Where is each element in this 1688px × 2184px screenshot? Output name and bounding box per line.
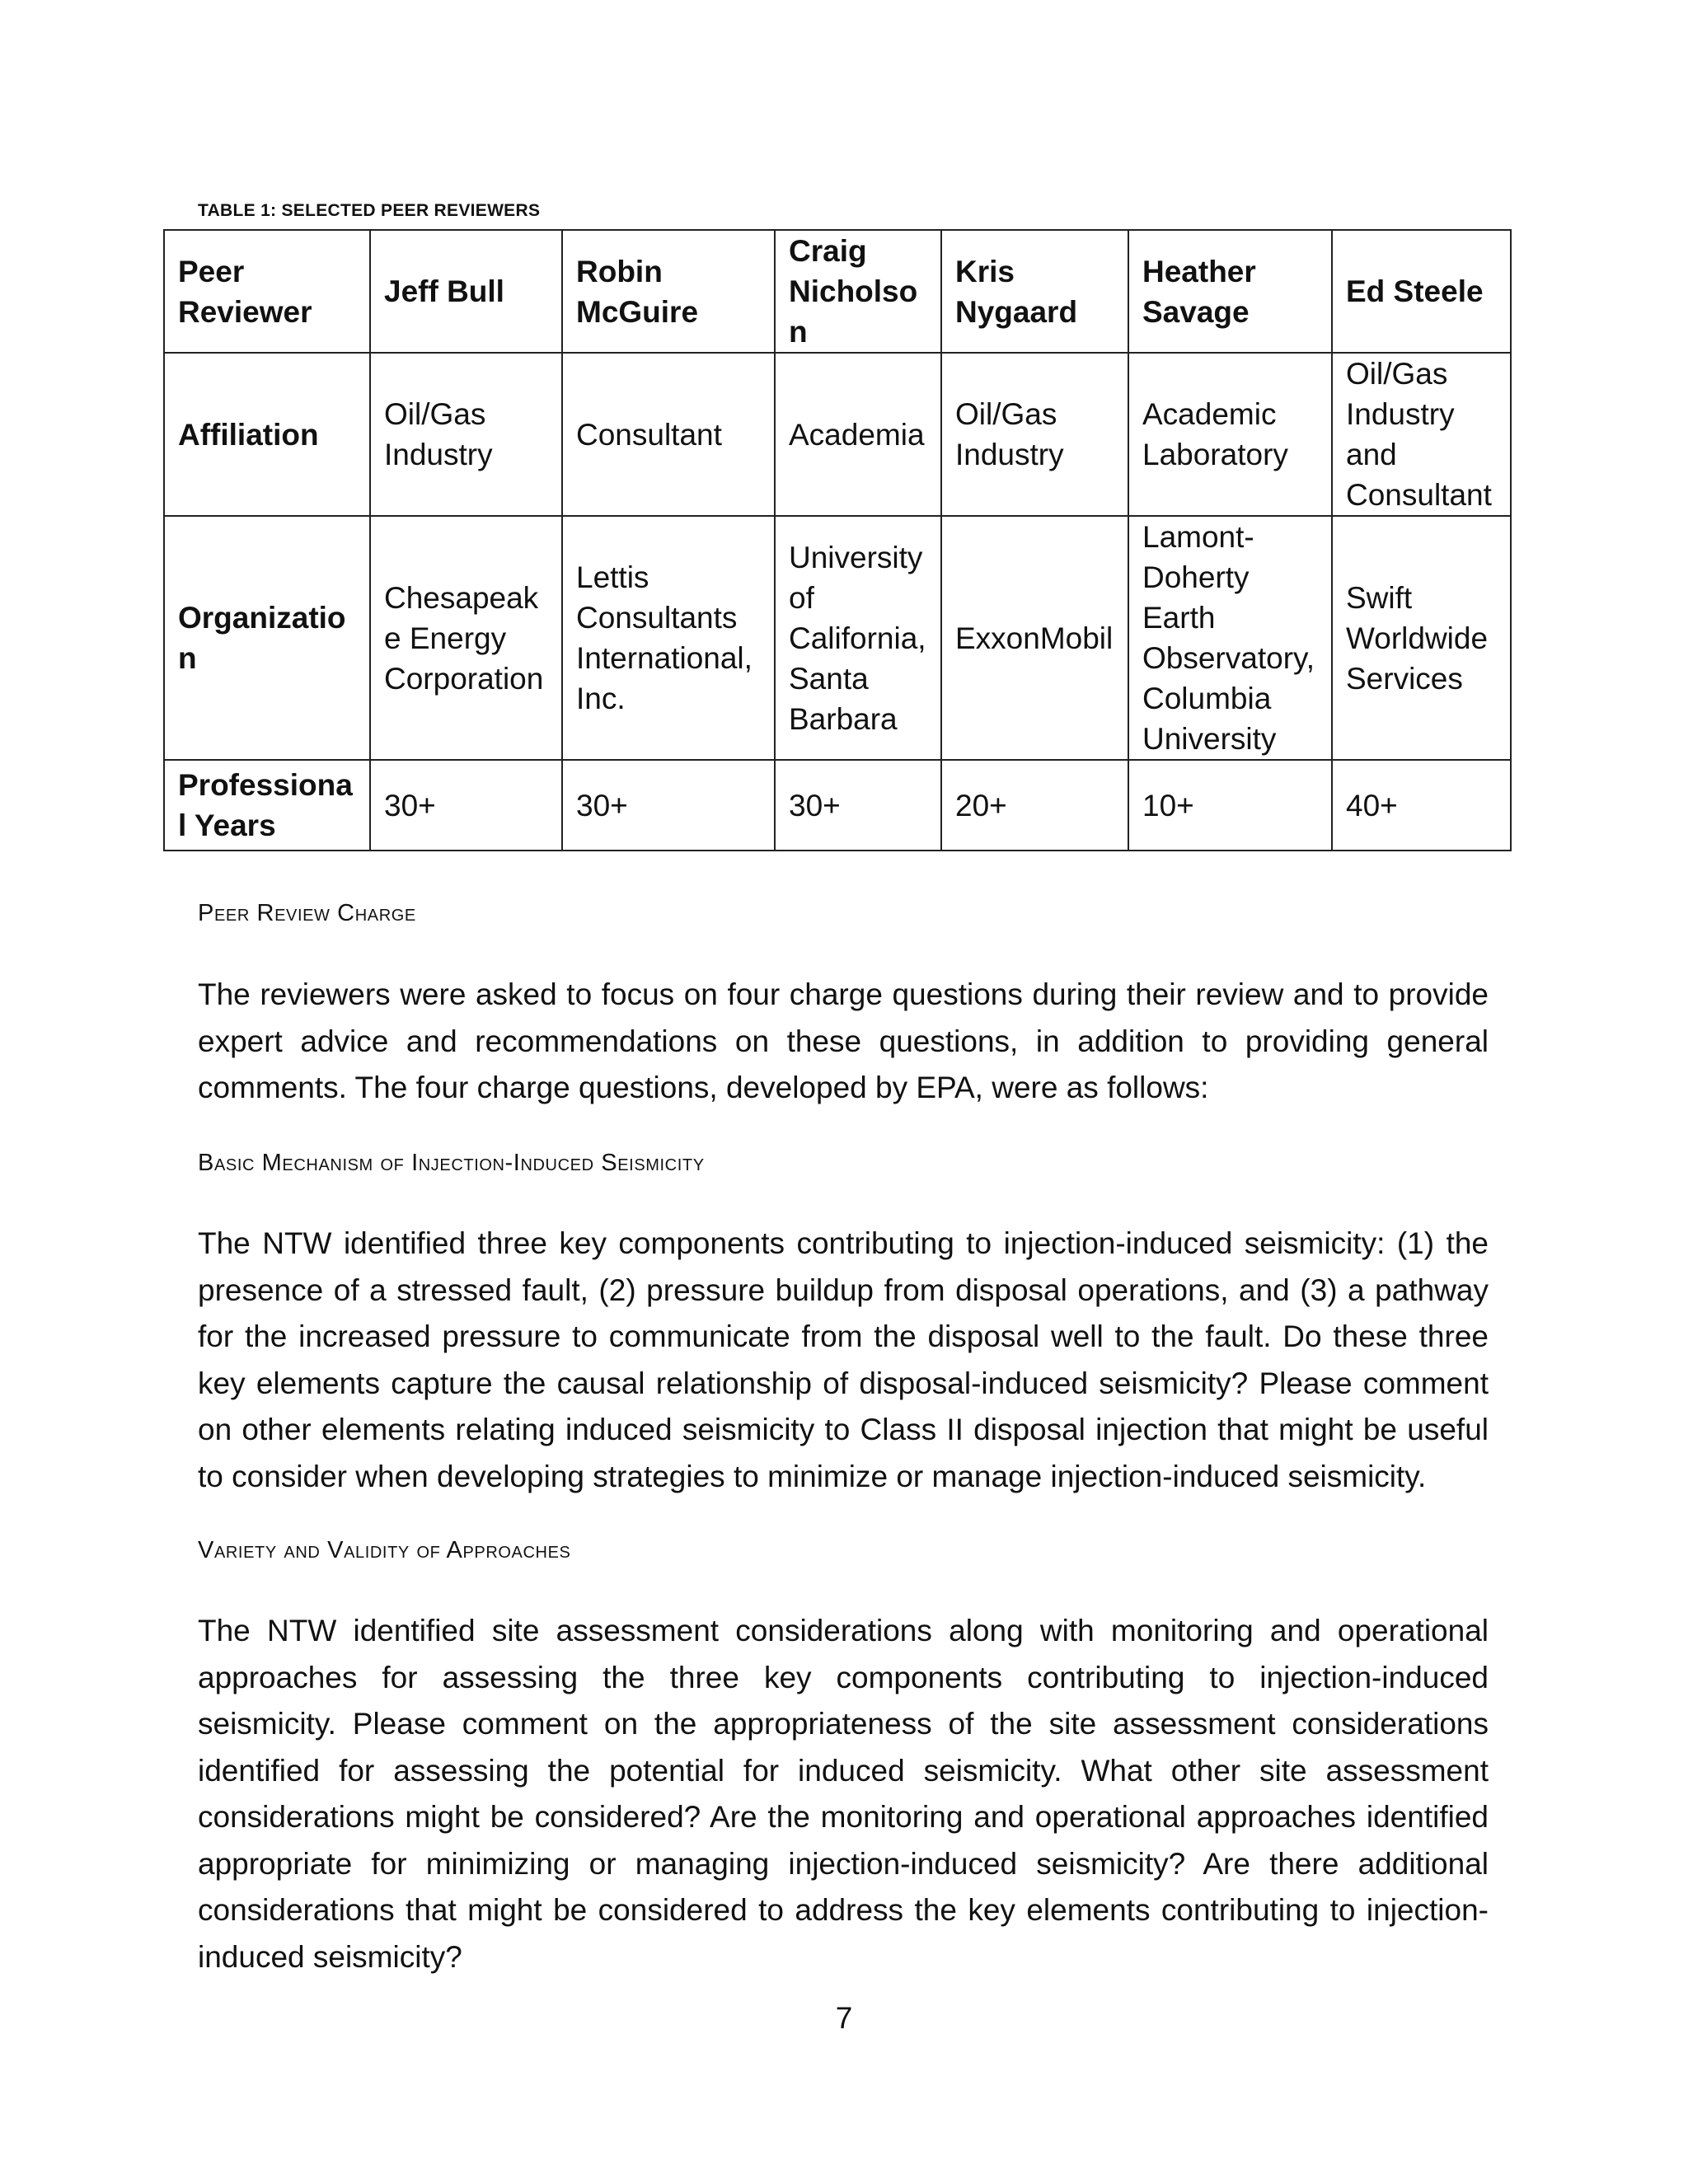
table-cell: Oil/Gas Industry — [941, 353, 1128, 516]
row-label: Peer Reviewer — [164, 230, 370, 353]
table-row-professional-years — [164, 760, 1511, 851]
table-caption: TABLE 1: SELECTED PEER REVIEWERS — [198, 201, 541, 220]
paragraph-charge: The reviewers were asked to focus on four charge questions during their review and to provide expert advice and recommendations on these questions, in addition to providing general comments. The four charge questions, developed by EPA, were as follows: — [198, 977, 1489, 1104]
table-cell: Academic Laboratory — [1128, 353, 1332, 516]
table-cell: 40+ — [1332, 760, 1511, 851]
table-cell: 30+ — [370, 760, 562, 851]
table-cell: Lamont-Doherty Earth Observatory, Columbia University — [1128, 516, 1332, 760]
table-cell: 20+ — [941, 760, 1128, 851]
table-cell: 10+ — [1128, 760, 1332, 851]
paragraph-mechanism: The NTW identified three key components contributing to injection-induced seismicity: (1) the presence of a stressed fault, (2) pressure buildup from disposal operations, and (3) a pathway for the increased pressure to communicate from the disposal well to the fault. Do these three key elements capture the causal relationship of disposal-induced seismicity? Please comment on other elements relating induced seismicity to Class II disposal injection that might be useful to consider when developing strategies to minimize or manage injection-induced seismicity. — [198, 1226, 1489, 1493]
table-cell: 30+ — [775, 760, 941, 851]
row-label: Affiliation — [164, 353, 370, 516]
peer-reviewers-table — [163, 229, 1512, 851]
table-cell: University of California, Santa Barbara — [775, 516, 941, 760]
table-cell: 30+ — [562, 760, 775, 851]
table-cell: ExxonMobil — [941, 516, 1128, 760]
table-row-organization — [164, 516, 1511, 760]
reviewer-name: Robin McGuire — [562, 230, 775, 353]
section-heading-variety-validity: Variety and Validity of Approaches — [198, 1537, 571, 1563]
table-row-affiliation — [164, 353, 1511, 516]
page-number: 7 — [835, 2001, 853, 2035]
reviewer-name: Jeff Bull — [370, 230, 562, 353]
section-heading-peer-review-charge: Peer Review Charge — [198, 900, 416, 926]
section-heading-basic-mechanism: Basic Mechanism of Injection-Induced Seismicity — [198, 1150, 705, 1176]
table-cell: Oil/Gas Industry — [370, 353, 562, 516]
table-cell: Swift Worldwide Services — [1332, 516, 1511, 760]
table-cell: Consultant — [562, 353, 775, 516]
row-label: Professional Years — [164, 760, 370, 851]
paragraph-approaches: The NTW identified site assessment considerations along with monitoring and operational approaches for assessing the three key components contributing to injection-induced seismicity. Please comment on the appropriateness of the site assessment considerations identified for assessing the potential for induced seismicity. What other site assessment considerations might be considered? Are the monitoring and operational approaches identified appropriate for minimizing or managing injection-induced seismicity? Are there additional considerations that might be considered to address the key elements contributing to injection-induced seismicity? — [198, 1614, 1489, 1974]
row-label: Organization — [164, 516, 370, 760]
table-cell: Chesapeake Energy Corporation — [370, 516, 562, 760]
table-header-row — [164, 230, 1511, 353]
table-cell: Lettis Consultants International, Inc. — [562, 516, 775, 760]
reviewer-name: Heather Savage — [1128, 230, 1332, 353]
reviewer-name: Craig Nicholson — [775, 230, 941, 353]
reviewer-name: Kris Nygaard — [941, 230, 1128, 353]
reviewer-name: Ed Steele — [1332, 230, 1511, 353]
table-cell: Academia — [775, 353, 941, 516]
table-cell: Oil/Gas Industry and Consultant — [1332, 353, 1511, 516]
